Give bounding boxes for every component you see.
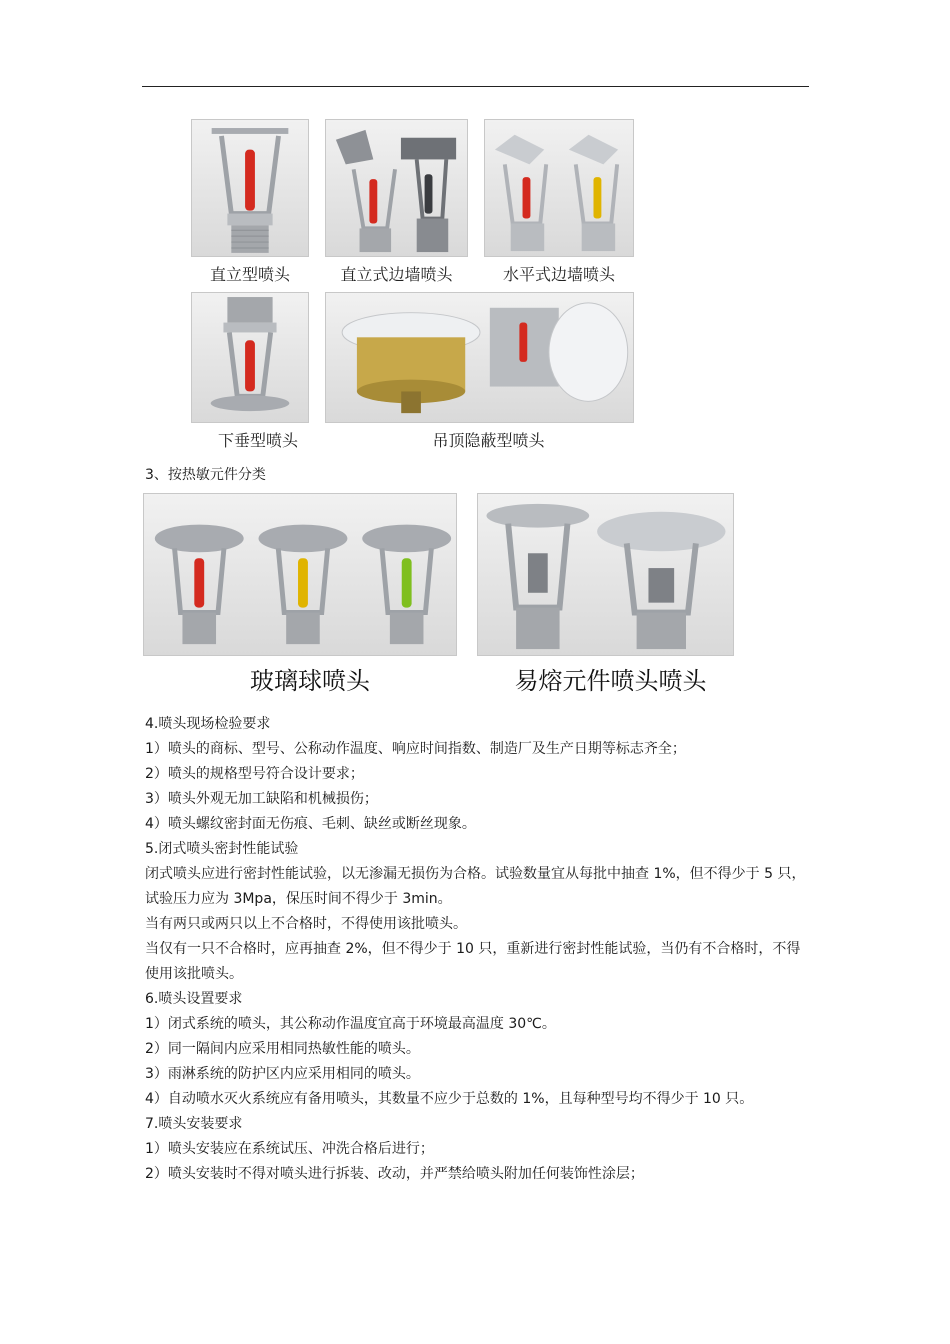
upright-sprinkler-image (192, 120, 308, 256)
heading-4: 4.喷头现场检验要求 (145, 716, 271, 732)
para-5-2: 当有两只或两只以上不合格时，不得使用该批喷头。 (145, 916, 467, 932)
item-6-1: 1）闭式系统的喷头，其公称动作温度宜高于环境最高温度 30℃。 (145, 1016, 556, 1032)
body-text (145, 712, 809, 1187)
para-5-1: 闭式喷头应进行密封性能试验，以无渗漏无损伤为合格。试验数量宜从每批中抽查 1%，但不得少于 5 只，试验压力应为 3Mpa，保压时间不得少于 3min。 (145, 866, 806, 907)
pendent-sprinkler-photo (191, 292, 309, 423)
caption-upright-sidewall: 直立式边墙喷头 (340, 265, 453, 284)
item-4-1: 1）喷头的商标、型号、公称动作温度、响应时间指数、制造厂及生产日期等标志齐全； (145, 741, 686, 757)
heading-6: 6.喷头设置要求 (145, 991, 243, 1007)
fusible-sprinkler-image (478, 494, 733, 655)
heading-5: 5.闭式喷头密封性能试验 (145, 841, 299, 857)
section3-heading: 3、按热敏元件分类 (145, 467, 266, 483)
caption-pendent: 下垂型喷头 (217, 431, 298, 450)
fusible-sprinkler-photo (477, 493, 734, 656)
concealed-sprinkler-image (326, 293, 633, 422)
item-4-2: 2）喷头的规格型号符合设计要求； (145, 766, 364, 782)
caption-fusible: 易熔元件喷头喷头 (514, 667, 707, 695)
item-6-2: 2）同一隔间内应采用相同热敏性能的喷头。 (145, 1041, 420, 1057)
upright-sprinkler-photo (191, 119, 309, 257)
pendent-sprinkler-image (192, 293, 308, 422)
glass-bulb-sprinkler-image (144, 494, 456, 655)
caption-horizontal-sidewall: 水平式边墙喷头 (502, 265, 615, 284)
horizontal-sidewall-sprinkler-image (485, 120, 633, 256)
para-5-3: 当仅有一只不合格时，应再抽查 2%，但不得少于 10 只，重新进行密封性能试验，当仍有不合格时，不得使用该批喷头。 (145, 941, 801, 982)
header-rule (142, 86, 809, 87)
caption-upright: 直立型喷头 (209, 265, 290, 284)
item-4-4: 4）喷头螺纹密封面无伤痕、毛刺、缺丝或断丝现象。 (145, 816, 476, 832)
item-7-1: 1）喷头安装应在系统试压、冲洗合格后进行； (145, 1141, 434, 1157)
concealed-sprinkler-photo (325, 292, 634, 423)
caption-glass-bulb: 玻璃球喷头 (250, 667, 370, 695)
item-6-3: 3）雨淋系统的防护区内应采用相同的喷头。 (145, 1066, 420, 1082)
caption-concealed: 吊顶隐蔽型喷头 (432, 431, 545, 450)
horizontal-sidewall-sprinkler-photo (484, 119, 634, 257)
heading-7: 7.喷头安装要求 (145, 1116, 243, 1132)
item-4-3: 3）喷头外观无加工缺陷和机械损伤； (145, 791, 378, 807)
glass-bulb-sprinkler-photo (143, 493, 457, 656)
upright-sidewall-sprinkler-image (326, 120, 467, 256)
item-7-2: 2）喷头安装时不得对喷头进行拆装、改动，并严禁给喷头附加任何装饰性涂层； (145, 1166, 644, 1182)
upright-sidewall-sprinkler-photo (325, 119, 468, 257)
item-6-4: 4）自动喷水灭火系统应有备用喷头，其数量不应少于总数的 1%，且每种型号均不得少于 10 只。 (145, 1091, 754, 1107)
